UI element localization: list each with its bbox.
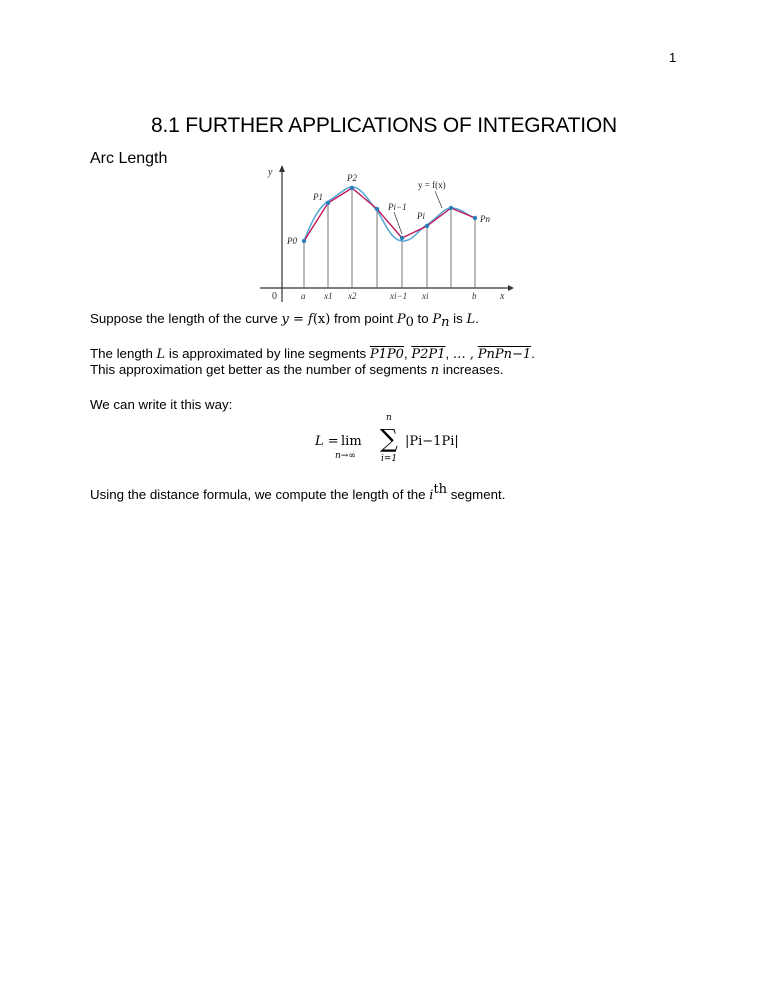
y-axis-label: y (268, 167, 273, 178)
formula-lim: lim (341, 434, 362, 449)
curve (304, 187, 475, 241)
segment-p1p0: P1P0 (369, 347, 404, 362)
x-tick-x2: x2 (348, 291, 357, 301)
point-label-pi-1: Pi−1 (388, 202, 407, 212)
segment-p2p1: P2P1 (411, 347, 446, 362)
paragraph-better-approx: This approximation get better as the number of segments n increases. (90, 362, 504, 378)
x-tick-b: b (472, 291, 477, 301)
paragraph-write-it: We can write it this way: (90, 397, 233, 412)
arc-length-figure (250, 160, 520, 310)
formula-lhs: L = (315, 434, 339, 449)
x-axis-label: x (500, 291, 505, 302)
point (425, 224, 429, 228)
x-tick-x1: x1 (324, 291, 333, 301)
point-label-p2: P2 (347, 173, 357, 183)
page-title: 8.1 FURTHER APPLICATIONS OF INTEGRATION (151, 114, 617, 137)
paragraph-curve-length: Suppose the length of the curve y = f(x) from point $P_0$ to $P_n$ is L. (90, 311, 479, 330)
formula-body: |Pi−1Pi| (405, 434, 459, 449)
origin-label: 0 (272, 291, 277, 302)
x-tick-xi: xi (422, 291, 429, 301)
paragraph-approximation: The length L is approximated by line segments P1P0, P2P1, … , PnPn−1. (90, 346, 535, 362)
x-axis-arrow (508, 285, 514, 291)
point-label-pn: Pn (480, 214, 490, 224)
point-label-p1: P1 (313, 192, 323, 202)
x-tick-a: a (301, 291, 306, 301)
x-tick-xi-1: xi−1 (390, 291, 408, 301)
point (473, 216, 477, 220)
segment-pnpn-1: PnPn−1 (477, 347, 532, 362)
curve-label: y = f(x) (418, 180, 446, 190)
formula-sum-bottom: i=1 (381, 454, 398, 464)
point (375, 207, 379, 211)
y-axis-arrow (279, 165, 285, 172)
sigma-symbol: ∑ (380, 424, 398, 453)
point-label-pi: Pi (417, 211, 425, 221)
page-number: 1 (669, 50, 677, 65)
point (326, 201, 330, 205)
arc-length-limit-formula (315, 413, 475, 470)
paragraph-distance-formula: Using the distance formula, we compute the length of the $i^{th}$ segment. (90, 482, 506, 503)
point (400, 236, 404, 240)
point-label-p0: P0 (287, 236, 297, 246)
formula-lim-sub: n→∞ (335, 451, 356, 461)
point (449, 206, 453, 210)
point (302, 239, 306, 243)
section-heading: Arc Length (90, 150, 168, 167)
point (350, 186, 354, 190)
formula-sum-top: n (386, 413, 392, 423)
